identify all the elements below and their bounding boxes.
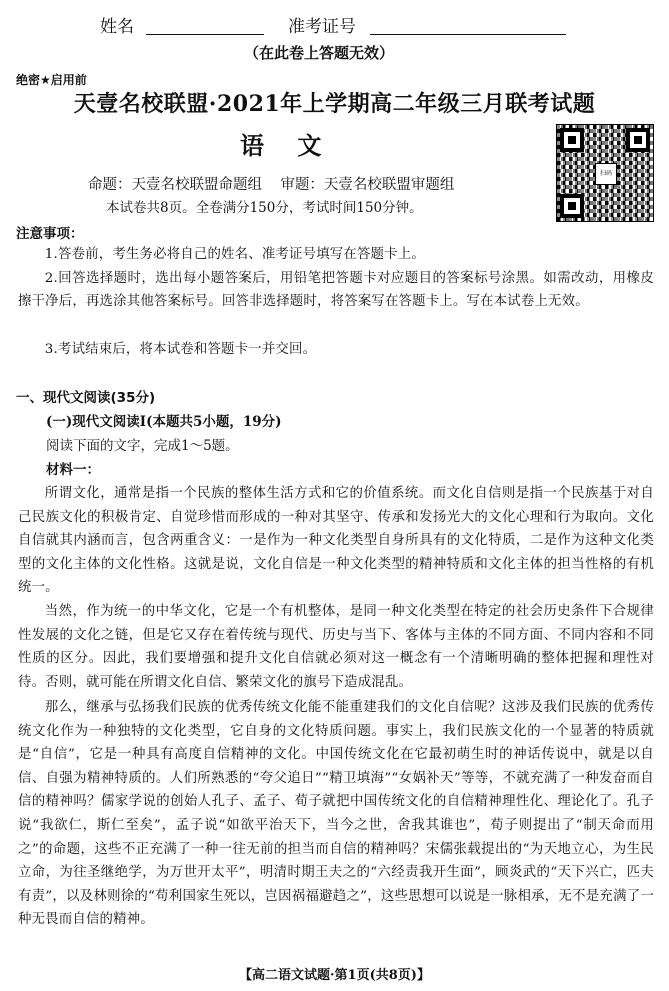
exam-title: 天壹名校联盟·2021年上学期高二年级三月联考试题	[73, 91, 596, 117]
paragraph-1: 所谓文化，通常是指一个民族的整体生活方式和它的价值系统。而文化自信则是指一个民族基于对自己民族文化的积极肯定、自觉珍惜而形成的一种对其坚守、传承和发扬光大的文化心理和行为取向。文化自信就其内涵而言，包含两重含义：一是作为一种文化类型自身所具有的文化特质，二是作为这种文化类型的文化主体的文化性格。这就是说，文化自信是一种文化类型的精神特质和文化主体的担当性格的有机统一。	[18, 486, 654, 596]
qr-finder-tl	[560, 128, 584, 152]
invalid-note: （在此卷上答题无效）	[244, 44, 395, 62]
paragraph-3: 那么，继承与弘扬我们民族的优秀传统文化能不能重建我们的文化自信呢？这涉及我们民族的优秀传统文化作为一种独特的文化类型，它自身的文化特质问题。事实上，我们民族文化的一个显著的特质就是“自信”，它是一种具有高度自信精神的文化。中国传统文化在它最初萌生时的神话传说中，就是以自信、自强为精神特质的。人们所熟悉的“夸父追日”“精卫填海”“女娲补天”等等，不就充满了一种发奋而自信的精神吗？儒家学说的创始人孔子、孟子、荀子就把中国传统文化的自信精神理性化、理论化了。孔子说“我欲仁，斯仁至矣”，孟子说“如欲平治天下，当今之世，舍我其谁也”，荀子则提出了“制天命而用之”的命题，这些不正充满了一种一往无前的担当而自信的精神吗？宋儒张载提出的“为天地立心，为生民立命，为往圣继绝学，为万世开太平”，明清时期王夫之的“六经责我开生面”，顾炎武的“天下兴亡，匹夫有责”，以及林则徐的“苟利国家生死以，岂因祸福避趋之”，这些思想可以说是一脉相承，无不是充满了一种无畏而自信的精神。	[18, 700, 654, 928]
notice-item-3: 3.考试结束后，将本试卷和答题卡一并交回。	[44, 342, 317, 357]
qr-code	[556, 124, 654, 222]
notice-heading: 注意事项：	[16, 226, 84, 242]
subject-title: 语 文	[240, 132, 322, 160]
qr-finder-bl	[560, 194, 584, 218]
name-blank	[146, 33, 264, 35]
instruction-line: 阅读下面的文字，完成1～5题。	[46, 438, 239, 454]
subsection-heading: (一)现代文阅读Ⅰ(本题共5小题，19分)	[46, 414, 282, 430]
paragraph-2: 当然，作为统一的中华文化，它是一个有机整体，是同一种文化类型在特定的社会历史条件下合规律性发展的文化之链，但是它又存在着传统与现代、历史与当下、客体与主体的不同方面、不同内容和不同性质的区分。因此，我们要增强和提升文化自信就必须对这一概念有一个清晰明确的整体把握和理性对待。否则，就可能在所谓文化自信、繁荣文化的旗号下造成混乱。	[18, 604, 654, 690]
section-heading: 一、现代文阅读(35分)	[16, 390, 156, 406]
makers-line: 命题：天壹名校联盟命题组 审题：天壹名校联盟审题组	[88, 177, 455, 193]
name-label: 姓名	[100, 17, 134, 37]
notice-item-1: 1.答卷前，考生务必将自己的姓名、准考证号填写在答题卡上。	[44, 247, 425, 262]
page-footer: 【高二语文试题·第1页(共8页)】	[239, 968, 430, 983]
exam-no-label: 准考证号	[288, 17, 356, 37]
material-label: 材料一：	[46, 462, 100, 478]
notice-item-2: 2.回答选择题时，选出每小题答案后，用铅笔把答题卡对应题目的答案标号涂黑。如需改动，用橡皮擦干净后，再选涂其他答案标号。回答非选择题时，将答案写在答题卡上。写在本试卷上无效。	[18, 271, 654, 309]
qr-finder-tr	[626, 128, 650, 152]
info-line: 本试卷共8页。全卷满分150分，考试时间150分钟。	[106, 200, 423, 216]
qr-logo: 扫码	[595, 163, 617, 185]
secret-mark: 绝密★启用前	[16, 73, 87, 87]
exam-no-blank	[370, 33, 566, 35]
